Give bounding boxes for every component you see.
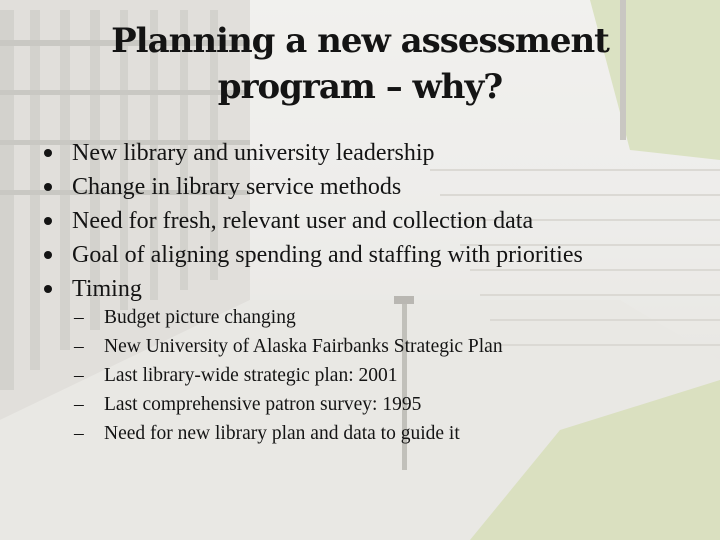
sub-bullet-text: Last library-wide strategic plan: 2001 bbox=[104, 365, 398, 386]
bullet-item bbox=[40, 238, 583, 272]
dash-marker: – bbox=[74, 365, 84, 386]
bullet-list bbox=[40, 136, 583, 306]
bullet-text: Goal of aligning spending and staffing with priorities bbox=[72, 242, 583, 268]
dash-marker: – bbox=[74, 423, 84, 444]
sub-bullet-item bbox=[74, 361, 503, 390]
bullet-item bbox=[40, 204, 583, 238]
sub-bullet-text: Budget picture changing bbox=[104, 307, 296, 328]
bullet-text: New library and university leadership bbox=[72, 140, 435, 166]
sub-bullet-item bbox=[74, 419, 503, 448]
bullet-text: Change in library service methods bbox=[72, 174, 402, 200]
bullet-item bbox=[40, 170, 583, 204]
bullet-item bbox=[40, 272, 583, 306]
title-line-2: program – why? bbox=[217, 67, 503, 107]
title-line-1: Planning a new assessment bbox=[111, 21, 609, 61]
bullet-dot bbox=[44, 183, 52, 191]
bullet-item bbox=[40, 136, 583, 170]
sub-bullet-text: Last comprehensive patron survey: 1995 bbox=[104, 394, 422, 415]
sub-bullet-text: Need for new library plan and data to guide it bbox=[104, 423, 460, 444]
dash-marker: – bbox=[74, 307, 84, 328]
sub-bullet-item bbox=[74, 303, 503, 332]
slide-title bbox=[0, 18, 720, 110]
bullet-dot bbox=[44, 149, 52, 157]
bullet-dot bbox=[44, 217, 52, 225]
dash-marker: – bbox=[74, 336, 84, 357]
sub-bullet-text: New University of Alaska Fairbanks Strategic Plan bbox=[104, 336, 503, 357]
bullet-text: Timing bbox=[72, 276, 142, 302]
bullet-dot bbox=[44, 285, 52, 293]
sub-bullet-item bbox=[74, 332, 503, 361]
dash-marker: – bbox=[74, 394, 84, 415]
sub-bullet-list bbox=[74, 303, 503, 448]
bullet-dot bbox=[44, 251, 52, 259]
bullet-text: Need for fresh, relevant user and collection data bbox=[72, 208, 534, 234]
sub-bullet-item bbox=[74, 390, 503, 419]
